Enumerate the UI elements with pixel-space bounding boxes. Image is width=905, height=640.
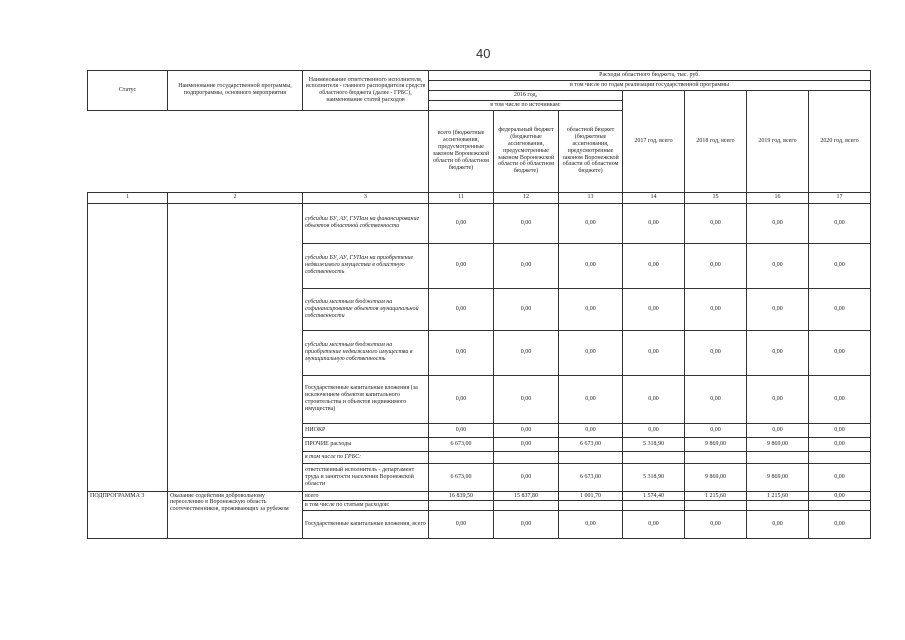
value-cell — [685, 501, 747, 511]
by-sources-header: в том числе по источникам: — [429, 100, 623, 110]
value-cell: 9 869,00 — [685, 437, 747, 451]
value-cell: 0,00 — [559, 511, 623, 539]
value-cell: 6 673,00 — [429, 437, 494, 451]
value-cell: 0,00 — [559, 203, 623, 243]
value-cell: 0,00 — [429, 511, 494, 539]
expense-item-label: Государственные капитальные вложения, всего — [303, 511, 429, 539]
value-cell: 6 673,00 — [559, 437, 623, 451]
by-years-header: в том числе по годам реализации государственной программы — [429, 80, 871, 90]
program-cell — [168, 203, 303, 491]
value-cell: 0,00 — [747, 375, 809, 423]
column-index: 11 — [429, 192, 494, 203]
value-cell: 0,00 — [685, 423, 747, 437]
value-cell — [623, 501, 685, 511]
value-cell: 0,00 — [747, 288, 809, 330]
value-cell: 0,00 — [747, 423, 809, 437]
value-cell: 0,00 — [494, 243, 559, 288]
value-cell: 0,00 — [494, 423, 559, 437]
expense-item-label: всего — [303, 491, 429, 501]
value-cell: 0,00 — [623, 423, 685, 437]
value-cell: 0,00 — [809, 437, 871, 451]
year-2016-header: 2016 год, — [429, 90, 623, 100]
subprogram-name: Оказание содействия добровольному переселению в Воронежскую область соотечественников, проживающих за рубежом — [168, 491, 303, 539]
expense-item-label: субсидии местным бюджетам на приобретение недвижимого имущества в муниципальную собственность — [303, 330, 429, 375]
value-cell: 0,00 — [623, 330, 685, 375]
column-index: 2 — [168, 192, 303, 203]
value-cell: 0,00 — [494, 463, 559, 491]
value-cell: 0,00 — [623, 243, 685, 288]
column-index: 13 — [559, 192, 623, 203]
value-cell: 0,00 — [429, 288, 494, 330]
value-cell: 0,00 — [623, 203, 685, 243]
expense-item-label: в том числе по ГРБС: — [303, 451, 429, 463]
value-cell: 0,00 — [685, 375, 747, 423]
value-cell: 0,00 — [747, 203, 809, 243]
value-cell: 0,00 — [809, 375, 871, 423]
value-cell: 0,00 — [623, 511, 685, 539]
column-index: 3 — [303, 192, 429, 203]
value-cell — [559, 501, 623, 511]
value-cell: 0,00 — [809, 491, 871, 501]
value-cell — [809, 451, 871, 463]
expense-item-label: Государственные капитальные вложения (за исключением объектов капитального строительства и объектов недвижимого имущества) — [303, 375, 429, 423]
column-index: 12 — [494, 192, 559, 203]
value-cell — [809, 501, 871, 511]
subprogram-status: ПОДПРОГРАММА 3 — [88, 491, 168, 539]
col-regional-header: областной бюджет (бюджетные ассигнования, предусмотренные законом Воронежской области об областном бюджете) — [559, 110, 623, 192]
value-cell: 0,00 — [559, 243, 623, 288]
value-cell: 0,00 — [494, 288, 559, 330]
value-cell: 1 574,40 — [623, 491, 685, 501]
value-cell: 9 869,00 — [747, 463, 809, 491]
value-cell: 6 673,00 — [429, 463, 494, 491]
value-cell: 0,00 — [494, 330, 559, 375]
value-cell: 0,00 — [494, 203, 559, 243]
column-index: 17 — [809, 192, 871, 203]
value-cell: 0,00 — [494, 437, 559, 451]
value-cell: 0,00 — [685, 243, 747, 288]
executor-header: Наименование ответственного исполнителя, исполнителя - главного распорядителя средств областного бюджета (далее - ГРБС), наименование статей расходов — [303, 71, 429, 111]
value-cell — [747, 501, 809, 511]
budget-table — [87, 70, 871, 539]
value-cell: 0,00 — [809, 423, 871, 437]
expense-item-label: субсидии местным бюджетам на софинансирование объектов муниципальной собственности — [303, 288, 429, 330]
col-federal-header: федеральный бюджет (бюджетные ассигнования, предусмотренные законом Воронежской области об областном бюджете) — [494, 110, 559, 192]
expense-item-label: НИОКР — [303, 423, 429, 437]
value-cell: 0,00 — [685, 330, 747, 375]
value-cell: 0,00 — [747, 243, 809, 288]
status-header: Статус — [88, 71, 168, 111]
column-index: 15 — [685, 192, 747, 203]
value-cell — [685, 451, 747, 463]
value-cell: 1 215,60 — [747, 491, 809, 501]
value-cell: 0,00 — [429, 203, 494, 243]
col-2017-header: 2017 год, всего — [623, 90, 685, 192]
expenses-header: Расходы областного бюджета, тыс. руб. — [429, 71, 871, 81]
page-number: 40 — [476, 46, 491, 61]
value-cell: 0,00 — [809, 203, 871, 243]
value-cell: 0,00 — [623, 288, 685, 330]
value-cell: 0,00 — [559, 375, 623, 423]
value-cell: 0,00 — [623, 375, 685, 423]
value-cell: 9 869,00 — [747, 437, 809, 451]
value-cell — [559, 451, 623, 463]
col-2019-header: 2019 год, всего — [747, 90, 809, 192]
col-total-header: всего (бюджетные ассигнования, предусмотренные законом Воронежской области об областном бюджете) — [429, 110, 494, 192]
table-row — [88, 203, 871, 243]
value-cell: 0,00 — [494, 511, 559, 539]
value-cell — [494, 451, 559, 463]
value-cell: 0,00 — [559, 423, 623, 437]
value-cell: 0,00 — [559, 330, 623, 375]
expense-item-label: в том числе по статьям расходов: — [303, 501, 429, 511]
expense-item-label: ответственный исполнитель - департамент труда и занятости населения Воронежской области — [303, 463, 429, 491]
value-cell: 5 318,90 — [623, 437, 685, 451]
value-cell: 0,00 — [685, 511, 747, 539]
value-cell: 16 839,50 — [429, 491, 494, 501]
column-index-row — [88, 192, 871, 203]
value-cell: 0,00 — [559, 288, 623, 330]
expense-item-label: субсидии БУ, АУ, ГУПам на приобретение недвижимого имущества в областную собственность — [303, 243, 429, 288]
value-cell — [494, 501, 559, 511]
value-cell: 0,00 — [429, 330, 494, 375]
value-cell: 15 837,80 — [494, 491, 559, 501]
value-cell: 0,00 — [685, 288, 747, 330]
value-cell: 0,00 — [494, 375, 559, 423]
expense-item-label: субсидии БУ, АУ, ГУПам на финансирование объектов областной собственности — [303, 203, 429, 243]
value-cell — [747, 451, 809, 463]
value-cell: 0,00 — [685, 203, 747, 243]
program-name-header: Наименование государственной программы, подпрограммы, основного мероприятия — [168, 71, 303, 111]
value-cell: 0,00 — [809, 288, 871, 330]
value-cell — [623, 451, 685, 463]
value-cell: 0,00 — [429, 375, 494, 423]
table-row — [88, 491, 871, 501]
value-cell: 1 001,70 — [559, 491, 623, 501]
column-index: 16 — [747, 192, 809, 203]
value-cell — [429, 451, 494, 463]
status-cell — [88, 203, 168, 491]
value-cell: 5 318,90 — [623, 463, 685, 491]
col-2020-header: 2020 год, всего — [809, 90, 871, 192]
value-cell: 6 673,00 — [559, 463, 623, 491]
value-cell: 0,00 — [429, 423, 494, 437]
value-cell: 0,00 — [809, 330, 871, 375]
value-cell: 0,00 — [809, 243, 871, 288]
col-2018-header: 2018 год, всего — [685, 90, 747, 192]
value-cell: 0,00 — [809, 463, 871, 491]
value-cell: 0,00 — [747, 511, 809, 539]
value-cell: 9 869,00 — [685, 463, 747, 491]
value-cell: 0,00 — [429, 243, 494, 288]
value-cell: 0,00 — [809, 511, 871, 539]
column-index: 1 — [88, 192, 168, 203]
value-cell — [429, 501, 494, 511]
value-cell: 1 215,60 — [685, 491, 747, 501]
column-index: 14 — [623, 192, 685, 203]
expense-item-label: ПРОЧИЕ расходы — [303, 437, 429, 451]
value-cell: 0,00 — [747, 330, 809, 375]
